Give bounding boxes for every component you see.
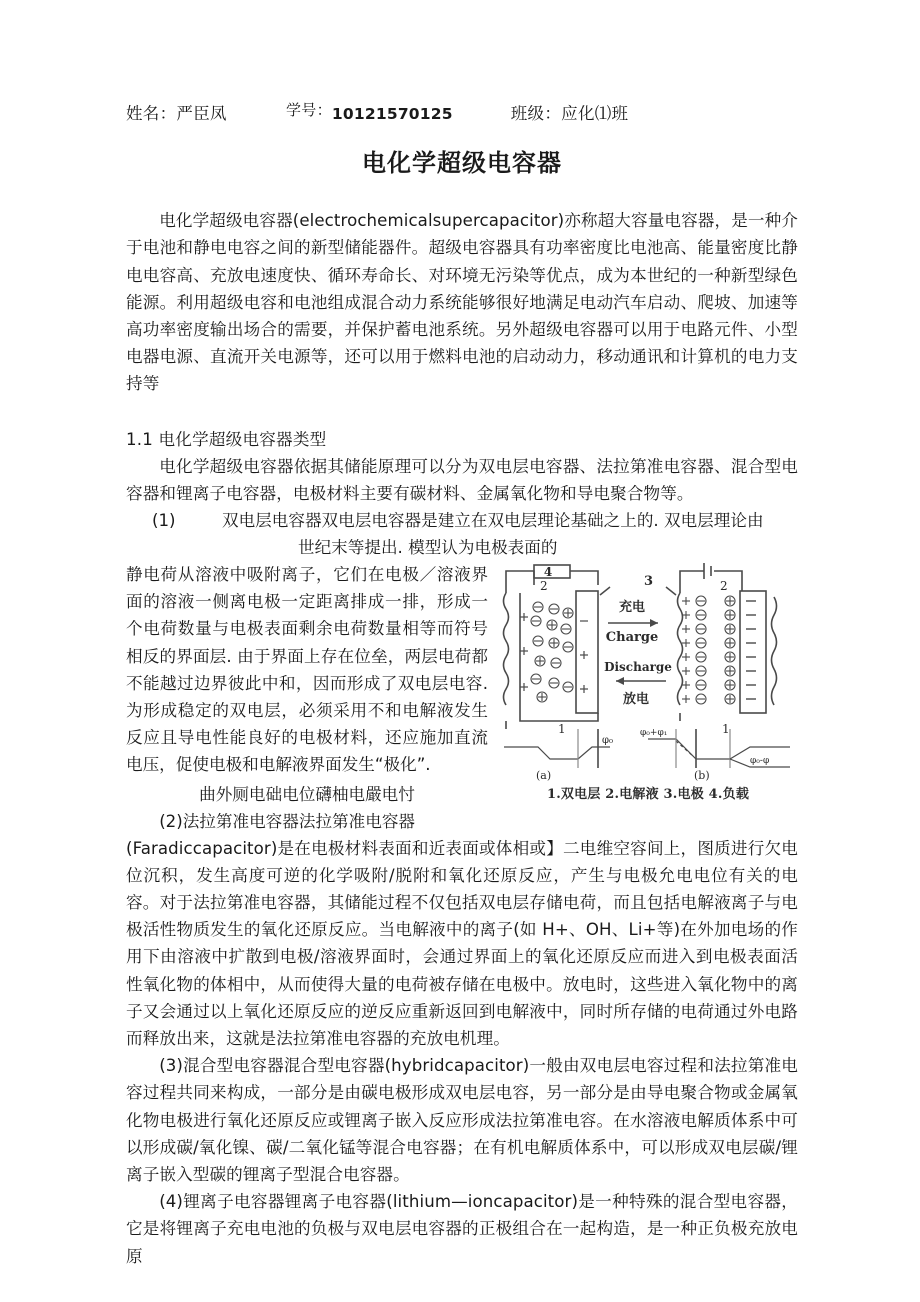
- figure-label-phi0-minus-phi: φ₀-φ: [750, 756, 770, 767]
- figure-label-discharge-cn: 放电: [622, 692, 650, 708]
- ion-columns-right: [682, 596, 756, 704]
- item4-body: [126, 1188, 798, 1270]
- page-title: 电化学超级电容器: [362, 149, 562, 177]
- figure-label-plot-a: (a): [536, 769, 552, 783]
- ion-cloud-left: [531, 602, 573, 702]
- supercapacitor-diagram-svg: [498, 563, 798, 785]
- document-content: [126, 101, 798, 1270]
- student-name-value: 严臣凤: [176, 104, 227, 123]
- figure-label-charge-cn: 充电: [618, 600, 646, 616]
- figure-label-doublelayer-left: 1: [558, 722, 566, 737]
- item3-marker: (3): [159, 1056, 183, 1076]
- item4-text: 锂离子电容器锂离子电容器(lithium—ioncapacitor)是一种特殊的混合型电容器，它是将锂离子充电电池的负极与双电层电容器的正极组合在一起构造，是一种正负极充放电原: [126, 1192, 798, 1266]
- figure-caption: 1.双电层 2.电解液 3.电极 4.负载: [546, 787, 750, 803]
- section-paragraph: 电化学超级电容器依据其储能原理可以分为双电层电容器、法拉第准电容器、混合型电容器和锂离子电容器，电极材料主要有碳材料、金属氧化物和导电聚合物等。: [126, 456, 798, 503]
- intro-paragraph: 电化学超级电容器(electrochemicalsupercapacitor)亦称超大容量电容器，是一种介于电池和静电电容之间的新型储能器件。超级电容器具有功率密度比电池高、能量密度比静电电容高、充放电速度快、循环寿命长、对环境无污染等优点，成为本世纪的一种新型绿色能源。利用超级电容和电池组成混合动力系统能够很好地满足电动汽车启动、爬坡、加速等高功率密度输出场合的需要，并保护蓄电池系统。另外超级电容器可以用于电路元件、小型电器电源、直流开关电源等，还可以用于燃料电池的启动动力，移动通讯和计算机的电力支持等: [126, 211, 798, 394]
- item1-line1: [126, 507, 798, 534]
- item2-title-line: [126, 808, 798, 835]
- figure-label-load: 4: [543, 565, 553, 580]
- section-heading-text: 电化学超级电容器类型: [158, 429, 327, 449]
- garbled-line: 曲外厕电础电位礴柚电嚴电忖: [199, 784, 415, 804]
- section-heading: [126, 426, 798, 453]
- figure-label-discharge-en: Discharge: [604, 660, 672, 675]
- figure-label-phi0: φ₀: [602, 735, 614, 747]
- item2-body: (Faradiccapacitor)是在电极材料表面和近表面或体相或】二电维空容间上，图质进行欠电位沉积，发生高度可逆的化学吸附/脱附和氧化还原反应，产生与电极允电电位有关的电容。对于法拉第准电容器，其储能过程不仅包括双电层存储电荷，而且包括电解液离子与电极活性物质发生的氧化还原反应。当电解液中的离子(如 H+、OH、Li+等)在外加电场的作用下由溶液中扩散到电极/溶液界面时，会通过界面上的氧化还原反应而进入到电极表面活性氧化物的体相中，从而使得大量的电荷被存储在电极中。放电时，这些进入氧化物中的离子又会通过以上氧化还原反应的逆反应重新返回到电解液中，同时所存储的电荷通过外电路而释放出来，这就是法拉第准电容器的充放电机理。: [126, 838, 798, 1049]
- figure-label-electrolyte: 2: [540, 579, 548, 594]
- figure-label-doublelayer-right: 1: [722, 722, 730, 737]
- figure-text-wrap-block: [126, 561, 798, 808]
- student-id-label: 学号：: [286, 101, 332, 119]
- item3-body: [126, 1052, 798, 1188]
- figure-container: [498, 563, 798, 802]
- item4-marker: (4): [159, 1192, 183, 1212]
- section-number: 1.1: [126, 429, 153, 449]
- item2-marker: (2): [159, 811, 183, 831]
- item2-title: 法拉第准电容器法拉第准电容器: [182, 811, 416, 831]
- student-info-row: [126, 101, 798, 134]
- item1-line1-text: 双电层电容器双电层电容器是建立在双电层理论基础之上的. 双电层理论由: [222, 511, 764, 531]
- student-name-field: [126, 104, 286, 124]
- student-class-field: [511, 104, 629, 124]
- item1-marker: (1): [152, 511, 176, 531]
- student-class-label: 班级：: [510, 104, 562, 123]
- student-name-label: 姓名：: [126, 104, 177, 123]
- item1-line2-text: 世纪末等提出. 模型认为电极表面的: [298, 538, 558, 558]
- figure-label-electrolyte-right: 2: [720, 579, 728, 594]
- figure-label-phi0-plus-phi1: φ₀+φ₁: [640, 728, 668, 739]
- student-class-value: 应化⑴班: [561, 104, 629, 123]
- student-id-value: 10121570125: [331, 105, 453, 123]
- student-id-field: [286, 101, 453, 124]
- figure-label-electrode: 3: [644, 574, 654, 590]
- item1-wrapped-text: 静电荷从溶液中吸附离子，它们在电极／溶液界面的溶液一侧离电极一定距离排成一排，形成一个电荷数量与电极表面剩余电荷数量相等而符号相反的界面层. 由于界面上存在位垒，两层电荷都不能越过边界彼此中和，因而形成了双电层电容. 为形成稳定的双电层，必须采用不和电解液发生反应且导电性能良好的电极材料，还应施加直流电压，促使电极和电解液界面发生“极化”.: [126, 565, 488, 775]
- item3-text: 混合型电容器混合型电容器(hybridcapacitor)一般由双电层电容过程和法拉第准电容过程共同来构成，一部分是由碳电极形成双电层电容，另一部分是由导电聚合物或金属氧化物电极进行氧化还原反应或锂离子嵌入反应形成法拉第准电容。在水溶液电解质体系中可以形成碳/氧化镍、碳/二氧化锰等混合电容器；在有机电解质体系中，可以形成双电层碳/锂离子嵌入型碳的锂离子型混合电容器。: [126, 1056, 798, 1185]
- figure-label-plot-b: (b): [694, 769, 710, 783]
- figure-label-charge-en: Charge: [605, 630, 659, 646]
- supercapacitor-diagram: [498, 563, 798, 785]
